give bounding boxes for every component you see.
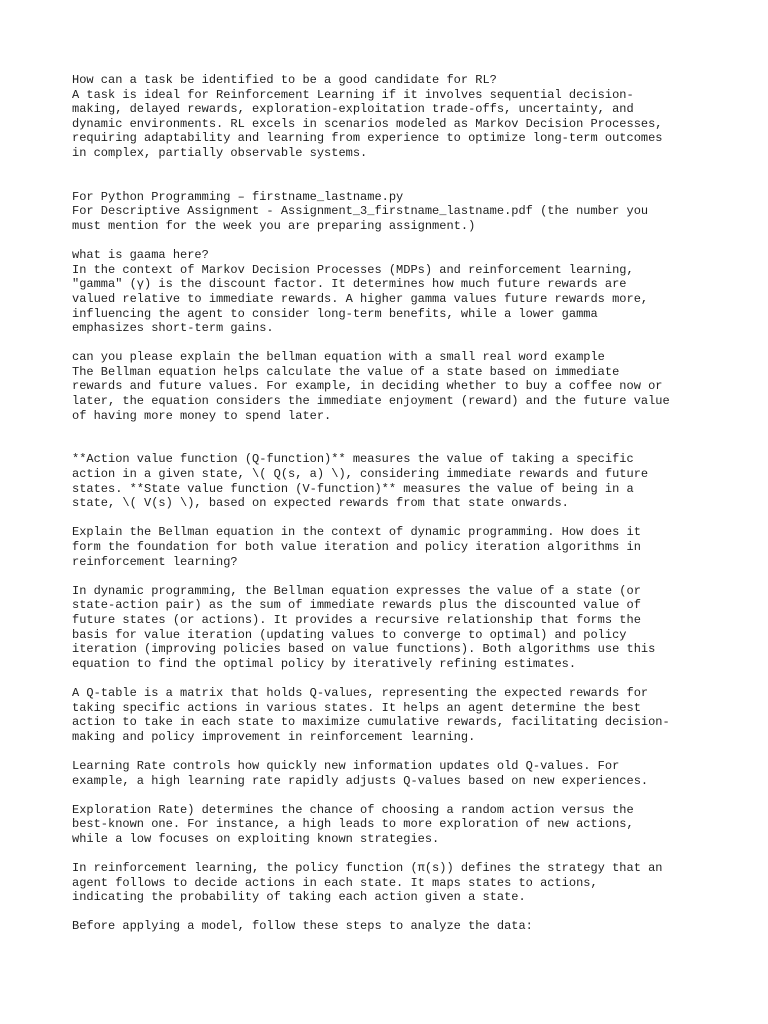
document-body (72, 73, 712, 934)
text-line: For Descriptive Assignment - Assignment_3_firstname_lastname.pdf (the number you (72, 204, 649, 219)
text-line: The Bellman equation helps calculate the value of a state based on immediate (72, 364, 620, 379)
text-line: of having more money to spend later. (72, 408, 332, 423)
text-line: valued relative to immediate rewards. A higher gamma values future rewards more, (72, 291, 649, 306)
text-line: "gamma" (γ) is the discount factor. It determines how much future rewards are (72, 277, 627, 292)
blank-line (72, 744, 712, 759)
text-line: rewards and future values. For example, in deciding whether to buy a coffee now or (72, 379, 663, 394)
text-line: Exploration Rate) determines the chance of choosing a random action versus the (72, 802, 634, 817)
text-line: In the context of Markov Decision Processes (MDPs) and reinforcement learning, (72, 262, 634, 277)
text-line: best-known one. For instance, a high leads to more exploration of new actions, (72, 817, 634, 832)
text-line: dynamic environments. RL excels in scenarios modeled as Markov Decision Processes, (72, 116, 663, 131)
blank-line (72, 423, 712, 438)
blank-line (72, 846, 712, 861)
blank-line (72, 161, 712, 176)
text-line: states. **State value function (V-function)** measures the value of being in a (72, 481, 634, 496)
text-line: action in a given state, \( Q(s, a) \), considering immediate rewards and future (72, 467, 649, 482)
text-line: future states (or actions). It provides a recursive relationship that forms the (72, 612, 641, 627)
blank-line (72, 175, 712, 190)
text-line: influencing the agent to consider long-term benefits, while a lower gamma (72, 306, 598, 321)
text-line: requiring adaptability and learning from experience to optimize long-term outcomes (72, 131, 663, 146)
text-line: making and policy improvement in reinforcement learning. (72, 729, 476, 744)
text-line: In reinforcement learning, the policy function (π(s)) defines the strategy that an (72, 861, 663, 876)
text-line: **Action value function (Q-function)** measures the value of taking a specific (72, 452, 634, 467)
text-line: How can a task be identified to be a good candidate for RL? (72, 73, 497, 87)
text-line: making, delayed rewards, exploration-exploitation trade-offs, uncertainty, and (72, 102, 634, 117)
blank-line (72, 336, 712, 351)
blank-line (72, 511, 712, 526)
text-line: later, the equation considers the immediate enjoyment (reward) and the future value (72, 394, 670, 409)
text-line: while a low focuses on exploiting known strategies. (72, 831, 440, 846)
blank-line (72, 234, 712, 249)
text-line: In dynamic programming, the Bellman equation expresses the value of a state (or (72, 583, 641, 598)
text-line: in complex, partially observable systems. (72, 145, 368, 160)
text-line: emphasizes short-term gains. (72, 321, 274, 336)
text-line: example, a high learning rate rapidly adjusts Q-values based on new experiences. (72, 773, 649, 788)
blank-line (72, 788, 712, 803)
text-line: form the foundation for both value iteration and policy iteration algorithms in (72, 540, 641, 554)
text-line: Explain the Bellman equation in the context of dynamic programming. How does it (72, 525, 641, 540)
blank-line (72, 569, 712, 584)
blank-line (72, 438, 712, 453)
text-line: can you please explain the bellman equation with a small real word example (72, 350, 605, 365)
text-line: state-action pair) as the sum of immediate rewards plus the discounted value of (72, 598, 641, 613)
text-line: reinforcement learning? (72, 554, 238, 569)
blank-line (72, 905, 712, 920)
text-line: taking specific actions in various states. It helps an agent determine the best (72, 700, 641, 715)
text-line: must mention for the week you are preparing assignment.) (72, 218, 476, 233)
text-line: Learning Rate controls how quickly new information updates old Q-values. For (72, 758, 620, 773)
blank-line (72, 671, 712, 686)
text-line: state, \( V(s) \), based on expected rewards from that state onwards. (72, 496, 569, 511)
text-line: indicating the probability of taking each action given a state. (72, 890, 526, 905)
text-line: Before applying a model, follow these steps to analyze the data: (72, 919, 533, 934)
text-line: what is gaama here? (72, 248, 209, 263)
text-line: equation to find the optimal policy by iteratively refining estimates. (72, 656, 577, 671)
text-line: A task is ideal for Reinforcement Learning if it involves sequential decision- (72, 87, 634, 102)
text-line: A Q-table is a matrix that holds Q-values, representing the expected rewards for (72, 685, 649, 700)
text-line: action to take in each state to maximize cumulative rewards, facilitating decision- (72, 715, 670, 730)
text-line: iteration (improving policies based on value functions). Both algorithms use this (72, 642, 656, 657)
text-line: basis for value iteration (updating values to converge to optimal) and policy (72, 627, 627, 642)
text-line: agent follows to decide actions in each state. It maps states to actions, (72, 875, 598, 890)
text-line: For Python Programming – firstname_lastname.py (72, 189, 404, 204)
